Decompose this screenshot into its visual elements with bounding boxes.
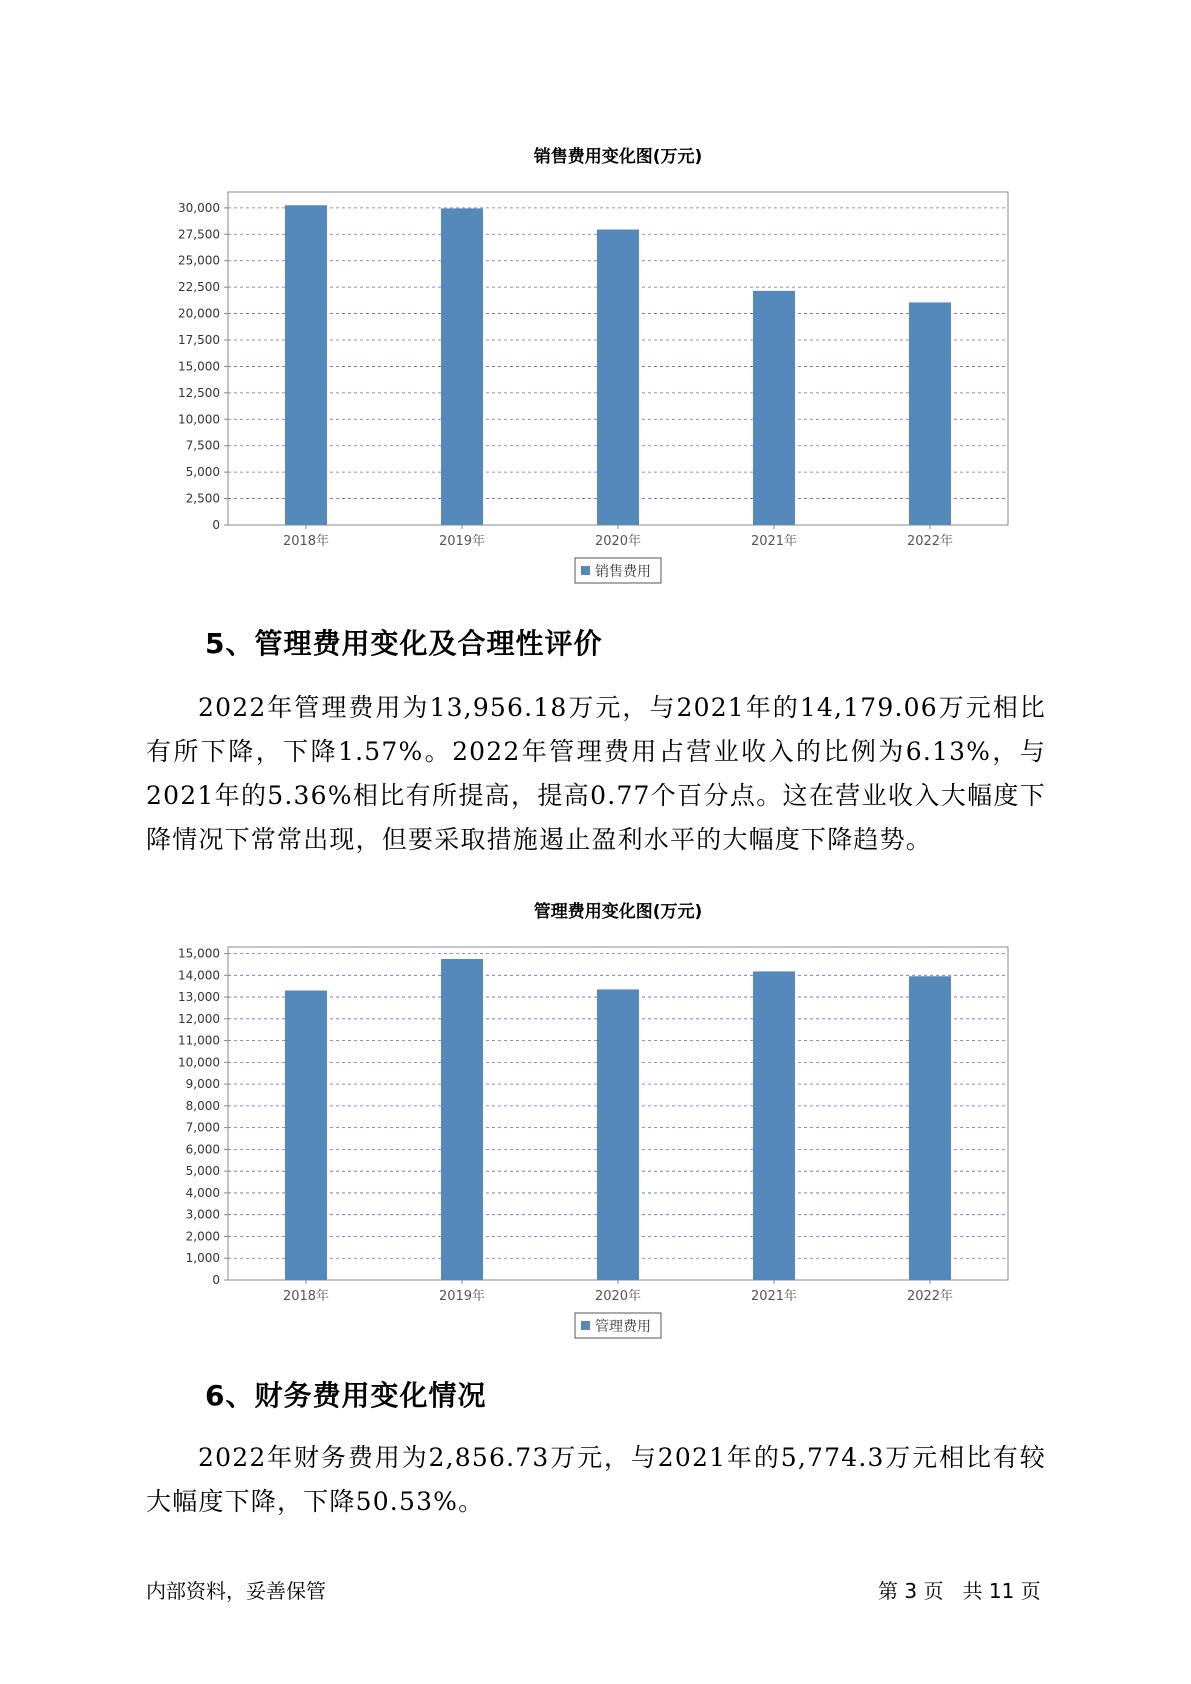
sales-chart-y-tick-label: 5,000 [185, 465, 220, 480]
admin-chart-bar [597, 989, 639, 1280]
sales-chart-x-tick-label: 2018年 [282, 534, 330, 549]
admin-chart-y-tick-label: 12,000 [178, 1011, 220, 1026]
admin-chart-title: 管理费用变化图(万元) [533, 902, 703, 922]
admin-chart-y-tick-label: 3,000 [185, 1207, 220, 1222]
sales-chart-legend-swatch [581, 566, 590, 575]
sales-chart-y-tick-label: 7,500 [185, 438, 220, 453]
admin-chart-x-tick-label: 2022年 [906, 1289, 954, 1304]
sales-chart-bar [597, 230, 639, 525]
sales-chart-y-tick-label: 0 [212, 518, 220, 532]
sales-chart-title: 销售费用变化图(万元) [533, 147, 703, 167]
sales-chart-y-tick-label: 25,000 [178, 253, 220, 268]
admin-chart-y-tick-label: 1,000 [185, 1251, 220, 1266]
footer-page-number: 第 3 页 共 11 页 [878, 1579, 1041, 1603]
admin-chart-y-tick-label: 10,000 [178, 1055, 220, 1070]
admin-chart-bar [753, 971, 795, 1280]
sales-chart-bar [753, 291, 795, 525]
admin-chart-y-tick-label: 11,000 [178, 1033, 220, 1048]
sales-expense-chart-svg [0, 130, 1191, 595]
sales-chart-bar [285, 205, 327, 525]
admin-chart-bar [909, 976, 951, 1280]
admin-chart-y-tick-label: 5,000 [185, 1164, 220, 1179]
admin-chart-y-tick-label: 13,000 [178, 990, 220, 1005]
admin-chart-x-tick-label: 2018年 [282, 1289, 330, 1304]
sales-chart-bar [909, 302, 951, 525]
section-6-heading: 6、财务费用变化情况 [205, 1379, 487, 1412]
admin-chart-y-tick-label: 15,000 [178, 946, 220, 961]
sales-chart-y-tick-label: 20,000 [178, 306, 220, 321]
sales-chart-y-tick-label: 15,000 [178, 359, 220, 374]
sales-chart-y-tick-label: 12,500 [178, 385, 220, 400]
sales-chart-x-tick-label: 2021年 [750, 534, 798, 549]
admin-chart-y-tick-label: 2,000 [185, 1229, 220, 1244]
sales-chart-y-tick-label: 10,000 [178, 412, 220, 427]
admin-chart-y-tick-label: 0 [212, 1273, 220, 1287]
admin-chart-y-tick-label: 8,000 [185, 1098, 220, 1113]
admin-chart-x-tick-label: 2019年 [438, 1289, 486, 1304]
admin-chart-bar [441, 959, 483, 1280]
sales-chart-y-tick-label: 2,500 [185, 491, 220, 506]
sales-chart-x-tick-label: 2022年 [906, 534, 954, 549]
sales-chart-y-tick-label: 30,000 [178, 200, 220, 215]
admin-chart-legend-swatch [581, 1321, 590, 1330]
admin-expense-chart [0, 885, 1191, 1350]
admin-chart-y-tick-label: 4,000 [185, 1185, 220, 1200]
admin-chart-y-tick-label: 7,000 [185, 1120, 220, 1135]
footer-confidential-note: 内部资料，妥善保管 [146, 1579, 326, 1603]
admin-chart-x-tick-label: 2020年 [594, 1289, 642, 1304]
section-6-paragraph: 2022年财务费用为2,856.73万元，与2021年的5,774.3万元相比有较大幅度下降，下降50.53%。 [146, 1443, 1046, 1516]
sales-expense-chart [0, 130, 1191, 595]
section-5-heading: 5、管理费用变化及合理性评价 [205, 627, 603, 660]
sales-chart-y-tick-label: 17,500 [178, 333, 220, 347]
admin-chart-bar [285, 991, 327, 1280]
admin-chart-legend-label: 管理费用 [595, 1319, 651, 1335]
sales-chart-x-tick-label: 2020年 [594, 534, 642, 549]
sales-chart-y-tick-label: 22,500 [178, 280, 220, 295]
admin-chart-x-tick-label: 2021年 [750, 1289, 798, 1304]
sales-chart-bar [441, 208, 483, 525]
sales-chart-legend-label: 销售费用 [595, 564, 651, 580]
admin-expense-chart-svg [0, 885, 1191, 1350]
sales-chart-y-tick-label: 27,500 [178, 227, 220, 242]
admin-chart-y-tick-label: 6,000 [185, 1142, 220, 1157]
section-5-paragraph: 2022年管理费用为13,956.18万元，与2021年的14,179.06万元相比有所下降，下降1.57%。2022年管理费用占营业收入的比例为6.13%，与2021年的5.36%相比有所提高，提高0.77个百分点。这在营业收入大幅度下降情况下常常出现，但要采取措施遏止盈利水平的大幅度下降趋势。 [146, 693, 1046, 854]
admin-chart-y-tick-label: 14,000 [178, 968, 220, 983]
admin-chart-y-tick-label: 9,000 [185, 1077, 220, 1092]
sales-chart-x-tick-label: 2019年 [438, 534, 486, 549]
